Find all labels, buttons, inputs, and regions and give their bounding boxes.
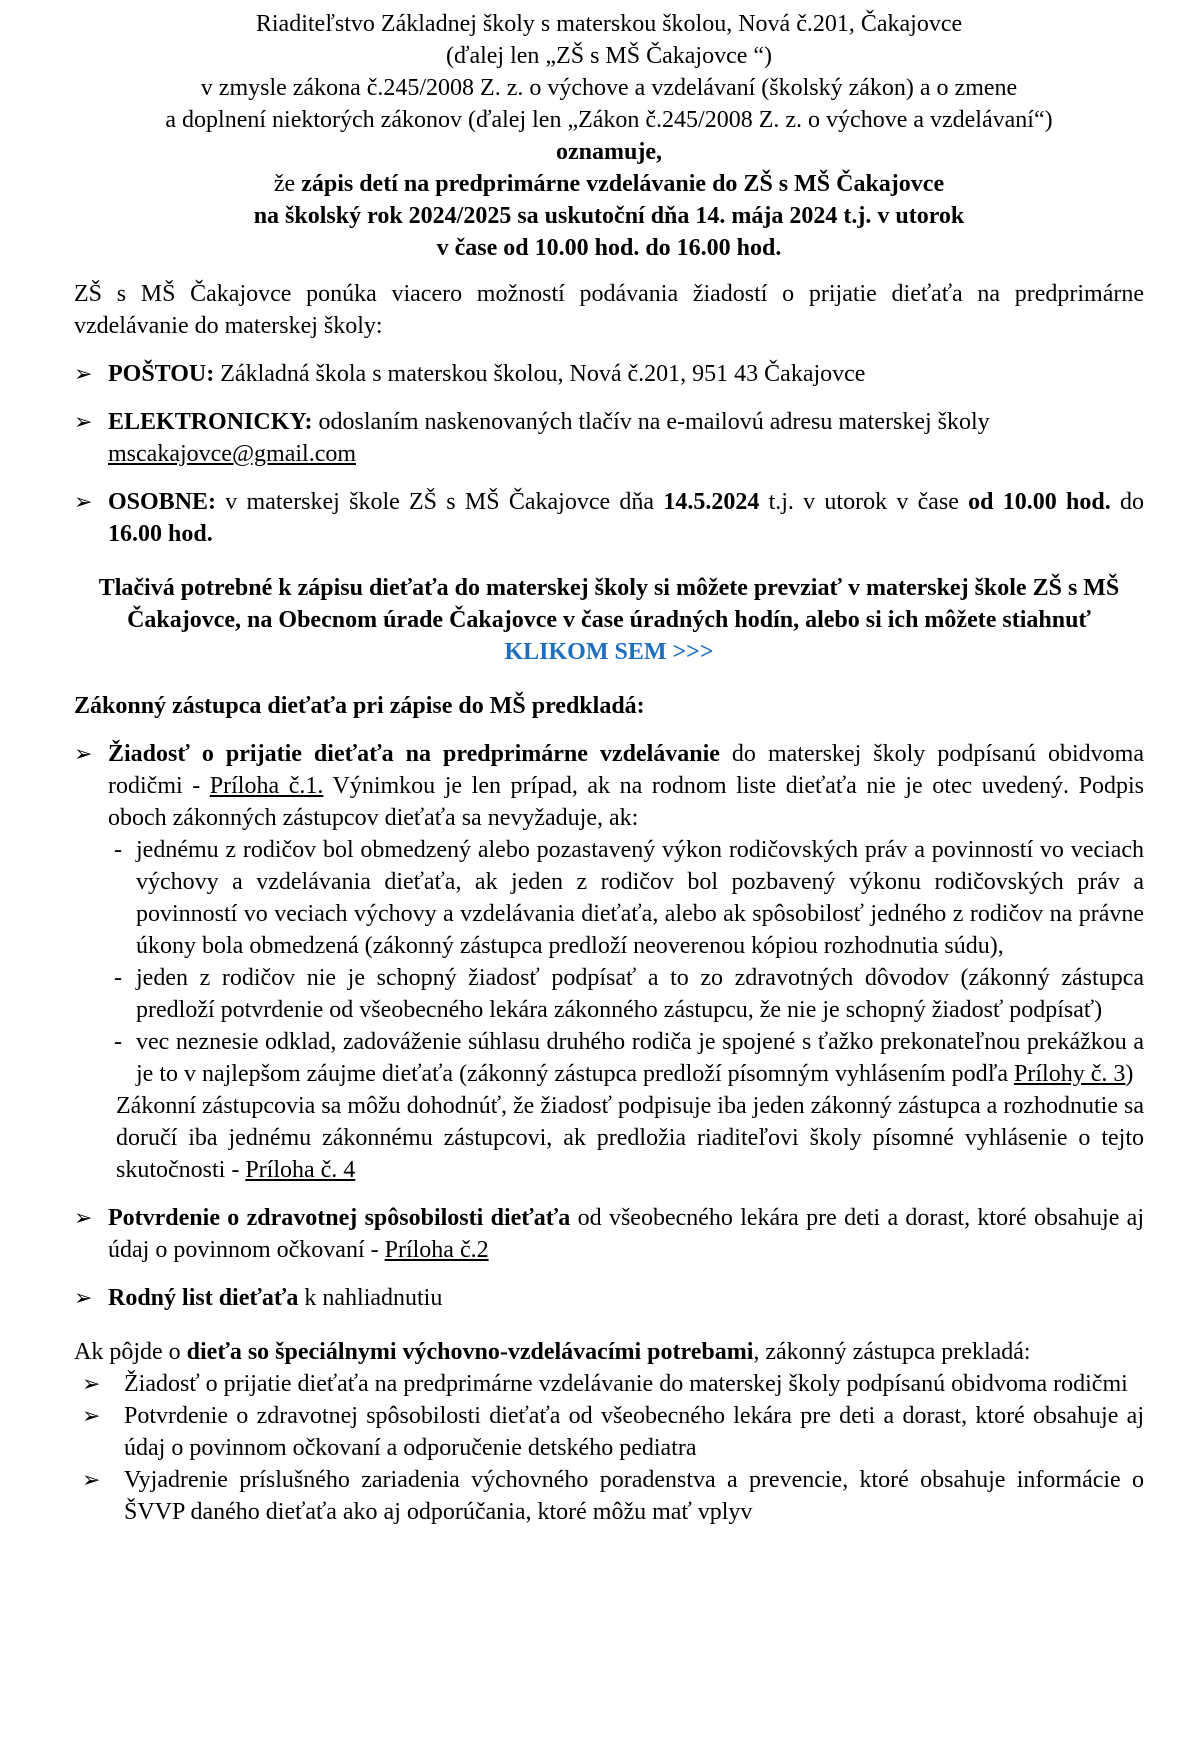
enroll-date: na školský rok 2024/2025 sa uskutoční dňa 14. mája 2024 t.j. v utorok — [253, 203, 965, 229]
dash-marker: - — [114, 965, 122, 991]
special-prefix: Ak pôjde o — [74, 1339, 187, 1365]
attachment-link[interactable]: Prílohy č. 3 — [1014, 1061, 1126, 1087]
arrow-bullet-icon: ➢ — [74, 741, 93, 766]
requirement-application — [74, 738, 1144, 834]
header-line: Riaditeľstvo Základnej školy s materskou školou, Nová č.201, Čakajovce — [255, 11, 963, 37]
requirement-health — [74, 1202, 1144, 1266]
arrow-bullet-icon: ➢ — [74, 361, 93, 386]
special-item — [74, 1400, 1144, 1464]
requirements-heading: Zákonný zástupca dieťaťa pri zápise do MŠ predkladá: — [74, 693, 645, 719]
enroll-title: zápis detí na predprimárne vzdelávanie do ZŠ s MŠ Čakajovce — [301, 171, 945, 197]
arrow-bullet-icon: ➢ — [74, 489, 93, 514]
enroll-prefix: že — [273, 171, 302, 197]
option-date: 14.5.2024 — [663, 489, 760, 515]
special-item — [74, 1368, 1144, 1400]
arrow-bullet-icon: ➢ — [74, 1205, 93, 1230]
arrow-bullet-icon: ➢ — [74, 1285, 93, 1310]
option-label: POŠTOU: — [108, 361, 215, 387]
option-time-to: 16.00 hod. — [108, 521, 213, 547]
announcement-header — [74, 8, 1144, 264]
exception-item — [74, 834, 1144, 962]
exception-item — [74, 1026, 1144, 1090]
arrow-bullet-icon: ➢ — [82, 1467, 101, 1492]
attachment-link[interactable]: Príloha č.1. — [209, 773, 324, 799]
email-link[interactable]: mscakajovce@gmail.com — [108, 441, 357, 467]
special-suffix: , zákonný zástupca prekladá: — [753, 1339, 1031, 1365]
option-time-from: od 10.00 hod. — [968, 489, 1111, 515]
arrow-bullet-icon: ➢ — [82, 1371, 101, 1396]
requirement-title: Žiadosť o prijatie dieťaťa na predprimárne vzdelávanie — [108, 741, 720, 767]
option-text: t.j. v utorok v čase — [759, 489, 969, 515]
requirement-text: od všeobecného lekára pre deti a dorast, ktoré obsahuje aj údaj o povinnom očkovaní - — [108, 1205, 1144, 1263]
attachment-link[interactable]: Príloha č. 4 — [245, 1157, 356, 1183]
exception-text: jednému z rodičov bol obmedzený alebo pozastavený výkon rodičovských práv a povinností vo veciach výchovy a vzdelávania dieťaťa, ak jeden z rodičov bol pozbavený výkonu rodičovských práv a povinností vo veciach výchovy a vzdelávania dieťaťa, alebo ak spôsobilosť jedného z rodičov na právne úkony bola obmedzená (zákonný zástupca predloží neoverenou kópiou rozhodnutia súdu), — [136, 837, 1144, 959]
option-text: odoslaním naskenovaných tlačív na e-mailovú adresu materskej školy — [312, 409, 990, 435]
forms-notice-text: Tlačivá potrebné k zápisu dieťaťa do materskej školy si môžete prevziať v materskej škole ZŠ s MŠ Čakajovce, na Obecnom úrade Čakajovce v čase úradných hodín, alebo si ich môžete stiahnuť — [98, 575, 1120, 633]
option-personal — [74, 486, 1144, 550]
requirement-text: do materskej školy podpísanú obidvoma rodičmi - — [108, 741, 1144, 799]
special-item-text: Potvrdenie o zdravotnej spôsobilosti dieťaťa od všeobecného lekára pre deti a dorast, ktoré obsahuje aj údaj o povinnom očkovaní a odporučenie detského pediatra — [124, 1403, 1144, 1461]
exception-list — [74, 834, 1144, 1090]
option-label: OSOBNE: — [108, 489, 217, 515]
special-title: dieťa so špeciálnymi výchovno-vzdelávacími potrebami — [186, 1339, 754, 1365]
exception-text: vec neznesie odklad, zadováženie súhlasu druhého rodiča je spojené s ťažko prekonateľnou prekážkou a je to v najlepšom záujme dieťaťa (zákonný zástupca predloží písomným vyhlásením podľa — [136, 1029, 1144, 1087]
exception-text: ) — [1125, 1061, 1134, 1087]
attachment-link[interactable]: Príloha č.2 — [384, 1237, 489, 1263]
intro-paragraph: ZŠ s MŠ Čakajovce ponúka viacero možností podávania žiadostí o prijatie dieťaťa na predprimárne vzdelávanie do materskej školy: — [74, 281, 1144, 339]
download-link[interactable]: KLIKOM SEM >>> — [504, 639, 714, 665]
dash-marker: - — [114, 1029, 122, 1055]
special-needs-paragraph — [74, 1336, 1144, 1368]
option-text: Základná škola s materskou školou, Nová č.201, 951 43 Čakajovce — [214, 361, 866, 387]
special-item — [74, 1464, 1144, 1528]
arrow-bullet-icon: ➢ — [82, 1403, 101, 1428]
requirement-birth-certificate — [74, 1282, 1144, 1314]
header-line: v zmysle zákona č.245/2008 Z. z. o výchove a vzdelávaní (školský zákon) a o zmene — [200, 75, 1018, 101]
option-label: ELEKTRONICKY: — [108, 409, 313, 435]
requirement-title: Potvrdenie o zdravotnej spôsobilosti dieťaťa — [108, 1205, 571, 1231]
arrow-bullet-icon: ➢ — [74, 409, 93, 434]
enroll-time: v čase od 10.00 hod. do 16.00 hod. — [436, 235, 782, 261]
requirement-text: k nahliadnutiu — [298, 1285, 443, 1311]
exception-text: jeden z rodičov nie je schopný žiadosť podpísať a to zo zdravotných dôvodov (zákonný zástupca predloží potvrdenie od všeobecného lekára zákonného zástupcu, že nie je schopný žiadosť podpísať) — [136, 965, 1144, 1023]
document-body — [74, 0, 1144, 1528]
header-line: (ďalej len „ZŠ s MŠ Čakajovce “) — [445, 43, 773, 69]
note-text: Zákonní zástupcovia sa môžu dohodnúť, že žiadosť podpisuje iba jeden zákonný zástupca a rozhodnutie sa doručí iba jednému zákonnému zástupcovi, ak predložia riaditeľovi školy písomné vyhlásenie o tejto skutočnosti - — [116, 1093, 1144, 1183]
header-line: a doplnení niektorých zákonov (ďalej len „Zákon č.245/2008 Z. z. o výchove a vzdelávaní“) — [165, 107, 1053, 133]
announce-word: oznamuje, — [556, 139, 662, 165]
single-signature-note — [74, 1090, 1144, 1186]
option-post — [74, 358, 1144, 390]
enroll-line — [74, 168, 1144, 200]
special-item-text: Žiadosť o prijatie dieťaťa na predprimárne vzdelávanie do materskej školy podpísanú obidvoma rodičmi — [124, 1371, 1128, 1397]
requirement-title: Rodný list dieťaťa — [108, 1285, 299, 1311]
option-electronic — [74, 406, 1144, 470]
forms-notice — [74, 572, 1144, 668]
special-item-text: Vyjadrenie príslušného zariadenia výchovného poradenstva a prevencie, ktoré obsahuje informácie o ŠVVP daného dieťaťa ako aj odporúčania, ktoré môžu mať vplyv — [124, 1467, 1144, 1525]
requirement-text: Výnimkou je len prípad, ak na rodnom liste dieťaťa nie je otec uvedený. Podpis oboch zákonných zástupcov dieťaťa sa nevyžaduje, ak: — [108, 773, 1144, 831]
option-text: do — [1110, 489, 1145, 515]
exception-item — [74, 962, 1144, 1026]
dash-marker: - — [114, 837, 122, 863]
option-text: v materskej škole ZŠ s MŠ Čakajovce dňa — [216, 489, 664, 515]
